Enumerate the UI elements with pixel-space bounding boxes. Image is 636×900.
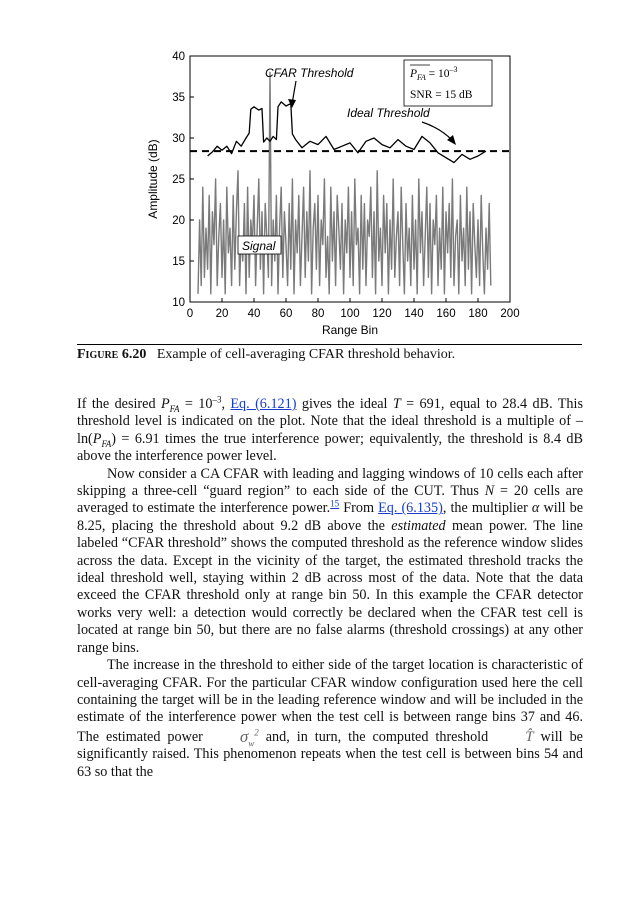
caption-rule [77,344,582,345]
y-axis-title: Amplitude (dB) [146,139,160,219]
signal-annotation: Signal [242,239,276,253]
x-tick-label: 120 [372,308,392,320]
cfar-chart [140,44,520,344]
eq-6-135-link[interactable]: Eq. (6.135) [378,500,443,517]
figure-number: 6.20 [121,347,147,362]
paragraph-3: The increase in the threshold to either side of the target location is characteristic of cell-averaging CFAR. For the particular CFAR window configuration used here the cell containing the target will be in the leading reference window and will be included in the estimate of the interference power when the test cell is between range bins 37 and 46. The estimated power $\sigma_w^2$ and, in turn, the computed threshold T̂ will be significantly raised. This phenomenon repeats when the test cell is between bins 54 and 63 so that the [77,657,583,780]
cfar-arrow-head [288,99,296,108]
y-tick-label: 25 [172,174,185,186]
y-tick-label: 40 [172,51,185,63]
ideal-threshold-annotation: Ideal Threshold [347,106,430,120]
y-tick-label: 10 [172,297,185,309]
figure-caption [77,346,582,364]
paragraph-1: If the desired $P_{FA} = 10^{-3}$, Eq. (6.121) gives the ideal T = 691, equal to 28.4 dB. This threshold level is indicated on the plot. Note that the ideal threshold is a multiple of $-\ln(P_{FA}) = 6.91$ times the true interference power; equivalently, the threshold is 8.4 dB above the interference power level. [77,394,583,465]
x-tick-label: 100 [340,308,360,320]
x-tick-label: 60 [279,308,293,320]
x-tick-label: 80 [311,308,325,320]
legend-snr: SNR = 15 dB [410,89,473,101]
y-tick-label: 30 [172,133,185,145]
x-tick-label: 0 [186,308,194,320]
legend-pfa: $P_{FA} = 10^{-3}$ [410,65,458,82]
x-axis-title: Range Bin [321,323,379,337]
x-tick-label: 160 [436,308,456,320]
y-tick-label: 15 [172,256,185,268]
eq-6-121-link[interactable]: Eq. (6.121) [230,396,297,412]
x-tick-label: 20 [215,308,229,320]
x-tick-label: 200 [500,308,520,320]
y-tick-label: 20 [172,215,185,227]
t-hat-symbol: T̂ [525,728,534,745]
footnote-15-link[interactable]: 15 [330,498,340,509]
figure-caption-text: Example of cell-averaging CFAR threshold behavior. [156,347,456,362]
x-tick-label: 140 [404,308,424,320]
x-tick-label: 40 [247,308,261,320]
figure-label: Figure [77,347,119,362]
y-tick-label: 35 [172,92,185,104]
sigma-w-squared-symbol: $\sigma_w^2$ [239,726,259,749]
paragraph-2: Now consider a CA CFAR with leading and lagging windows of 10 cells each after skipping a three-cell “guard region” to each side of the CUT. Thus N = 20 cells are averaged to estimate the interference power.$^{15}$ From Eq. (6.135), the multiplier α will be 8.25, placing the threshold about 9.2 dB above the estimated mean power. The line labeled “CFAR threshold” shows the computed threshold as the reference window slides across the data. Except in the vicinity of the target, the estimated threshold tracks the ideal threshold well, staying within 2 dB across most of the data. Note that the data exceed the CFAR threshold only at range bin 50. In this example the CFAR detector works very well: a detection would correctly be declared when the CFAR test cell is located at range bin 50, but there are no false alarms (threshold crossings) at any other range bins. [77,465,583,656]
body-text [77,396,583,781]
x-tick-label: 180 [468,308,488,320]
ideal-arrow-line [422,122,452,140]
cfar-threshold-annotation: CFAR Threshold [265,66,354,80]
